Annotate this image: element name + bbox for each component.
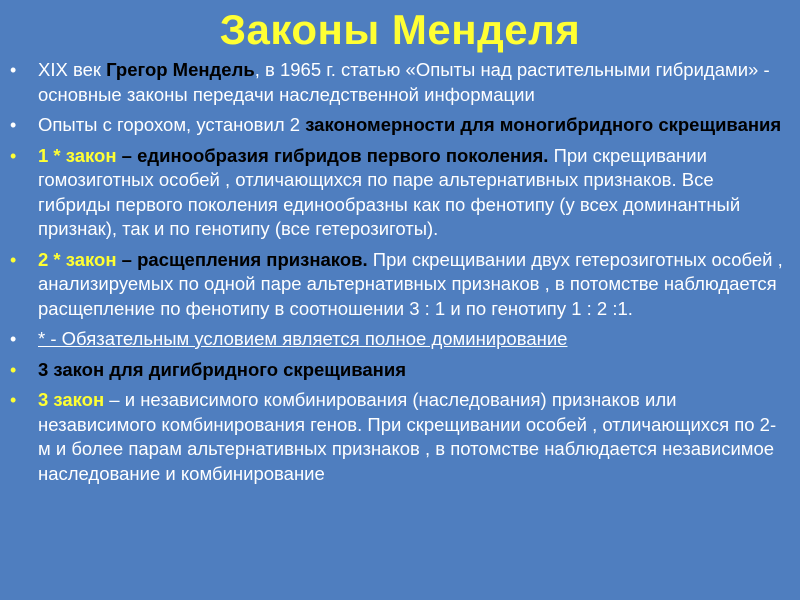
bullet-text-part: При скрещивании гомозиготных особей , отличающихся по паре альтернативных признаков. Все гибриды первого поколения единообразны как по фенотипу (у всех доминантный признак), так и по генотипу (все гетерозиготы). [38, 144, 741, 239]
bullet-item-4 [0, 248, 800, 322]
bullet-item-5 [0, 327, 800, 352]
bullet-text-part: – расщепления признаков. [116, 248, 368, 270]
bullet-text-part: * - Обязательным условием является полное доминирование [38, 328, 568, 349]
bullet-text-part: , в 1965 г. статью «Опыты над растительными гибридами» - основные законы передачи наследственной информации [38, 59, 770, 105]
bullet-dot: • [10, 359, 17, 380]
bullet-text-part: – единообразия гибридов первого поколения. [116, 144, 549, 166]
bullet-list [0, 58, 800, 492]
bullet-text-part: 2 * закон [38, 248, 117, 270]
bullet-item-6 [0, 358, 800, 383]
bullet-dot: • [10, 249, 17, 270]
bullet-text-part: Грегор Мендель [106, 59, 255, 80]
bullet-dot: • [10, 145, 17, 166]
bullet-dot: • [10, 390, 17, 410]
bullet-item-2 [0, 113, 800, 138]
bullet-item-7 [0, 388, 800, 486]
bullet-text-part: 1 * закон [38, 144, 117, 166]
bullet-text-part: закономерности для моногибридного скрещивания [305, 114, 782, 135]
bullet-item-3 [0, 144, 800, 242]
bullet-item-1 [0, 58, 800, 107]
bullet-dot: • [10, 115, 17, 135]
bullet-dot: • [10, 60, 17, 80]
bullet-text-part: – и независимого комбинирования (наследования) признаков или независимого комбинирования генов. При скрещивании особей , отличающихся по 2-м и более парам альтернативных признаков , в потомстве наблюдается независимое наследование и комбинирование [38, 389, 777, 484]
bullet-text-part: При скрещивании двух гетерозиготных особей , анализируемых по одной паре альтернативных признаков , в потомстве наблюдается расщепление по фенотипу в соотношении 3 : 1 и по генотипу 1 : 2 :1. [38, 248, 783, 319]
slide-title: Законы Менделя [219, 6, 581, 53]
bullet-text-part: 3 закон [38, 389, 105, 410]
bullet-text-part: 3 закон для дигибридного скрещивания [38, 358, 407, 380]
bullet-dot: • [10, 329, 17, 349]
bullet-text-part: XIX век [38, 59, 107, 80]
bullet-text-part: Опыты с горохом, установил 2 [38, 114, 306, 135]
